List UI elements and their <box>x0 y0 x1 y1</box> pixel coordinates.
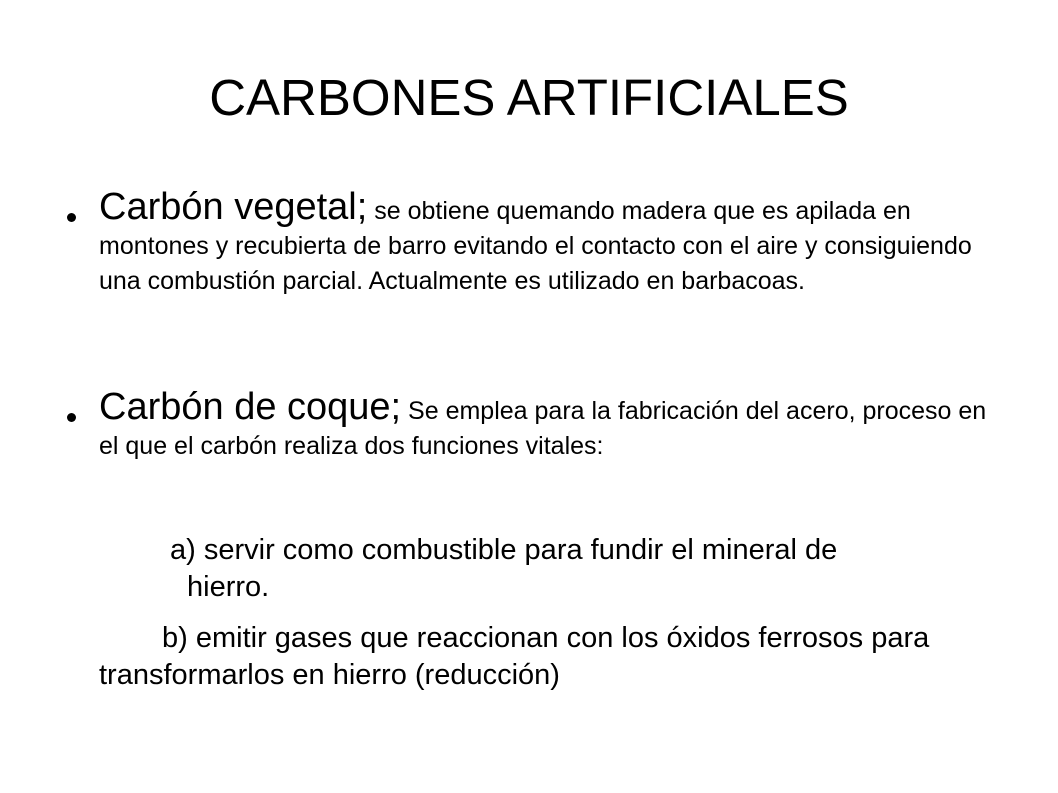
bullet-item-carbon-vegetal <box>99 186 1004 299</box>
bullet-dot-icon <box>67 213 76 222</box>
bullet-lead: Carbón de coque; <box>99 386 402 428</box>
bullet-dot-icon <box>67 413 76 422</box>
bullet-text: Se emplea para la fabricación del acero, proceso en el que el carbón realiza dos funciones vitales: <box>99 397 987 460</box>
bullet-paragraph <box>99 186 1004 299</box>
sub-item-a <box>170 532 990 606</box>
bullet-paragraph <box>99 386 1004 464</box>
bullet-text: se obtiene quemando madera que es apilada en montones y recubierta de barro evitando el contacto con el aire y consiguiendo una combustión parcial. Actualmente es utilizado en barbacoas. <box>99 197 972 295</box>
sub-item-a-line1: a) servir como combustible para fundir el mineral de <box>170 534 838 566</box>
bullet-item-carbon-coque <box>99 386 1004 464</box>
bullet-lead: Carbón vegetal; <box>99 186 368 228</box>
slide-title: CARBONES ARTIFICIALES <box>209 69 849 126</box>
sub-item-b: b) emitir gases que reaccionan con los óxidos ferrosos para transformarlos en hierro (reducción) <box>99 622 930 691</box>
sub-item-a-line2: hierro. <box>187 571 270 603</box>
